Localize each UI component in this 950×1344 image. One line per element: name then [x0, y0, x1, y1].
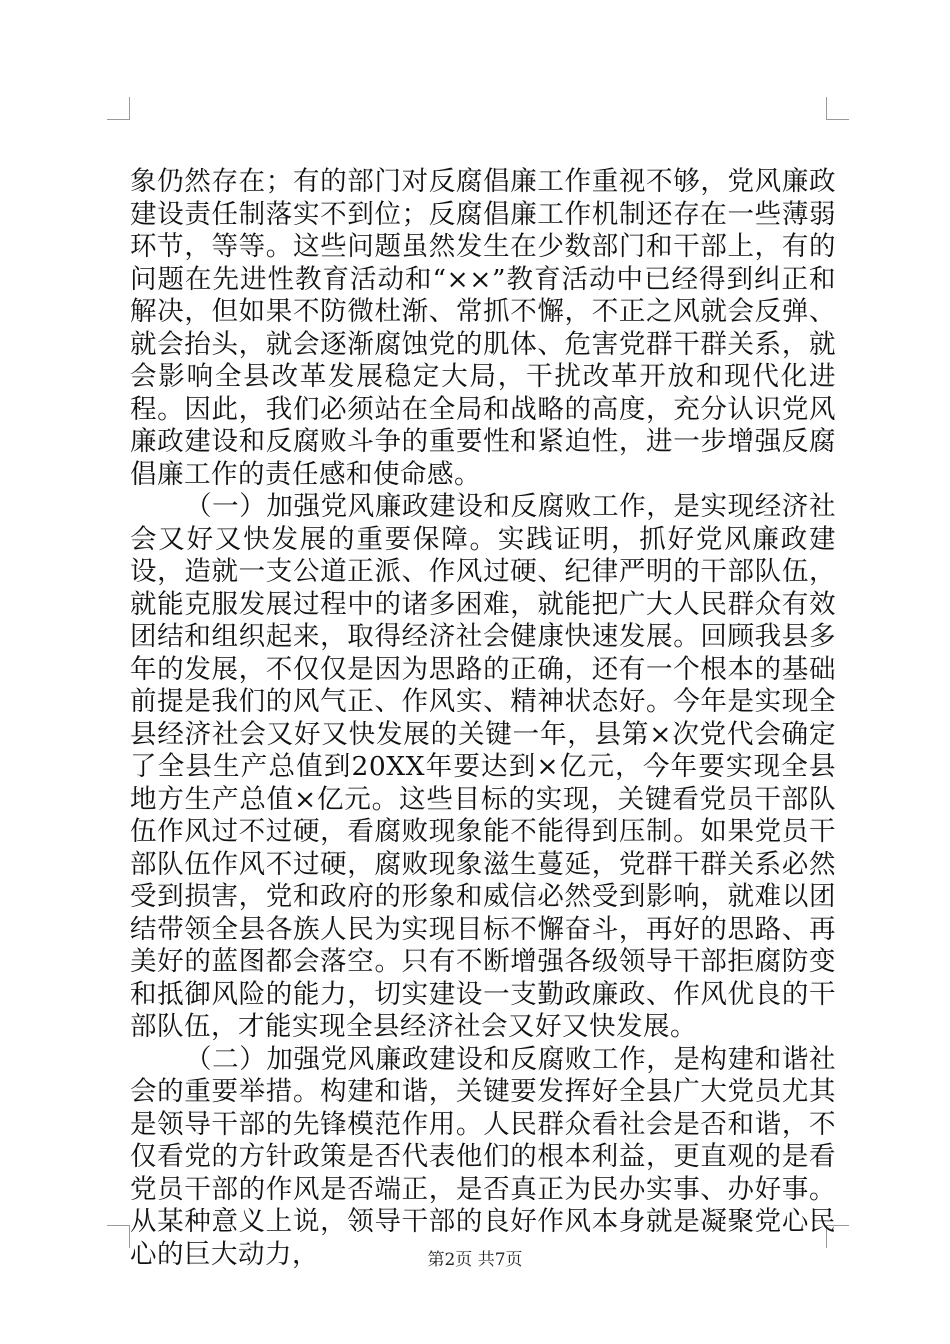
paragraph-section-1: （一）加强党风廉政建设和反腐败工作，是实现经济社会又好又快发展的重要保障。实践证明，抓好党风廉政建设，造就一支公道正派、作风过硬、纪律严明的干部队伍，就能克服发展过程中的诸多困难，就能把广大人民群众有效团结和组织起来，取得经济社会健康快速发展。回顾我县多年的发展，不仅仅是因为思路的正确，还有一个根本的基础前提是我们的风气正、作风实、精神状态好。今年是实现全县经济社会又好又快发展的关键一年，县第×次党代会确定了全县生产总值到20XX年要达到×亿元，今年要实现全县地方生产总值×亿元。这些目标的实现，关键看党员干部队伍作风过不过硬，看腐败现象能不能得到压制。如果党员干部队伍作风不过硬，腐败现象滋生蔓延，党群干群关系必然受到损害，党和政府的形象和威信必然受到影响，就难以团结带领全县各族人民为实现目标不懈奋斗，再好的思路、再美好的蓝图都会落空。只有不断增强各级领导干部拒腐防变和抵御风险的能力，切实建设一支勤政廉政、作风优良的干部队伍，才能实现全县经济社会又好又快发展。: [130, 491, 836, 1042]
crop-mark-top-left: [107, 97, 130, 120]
paragraph-section-2: （二）加强党风廉政建设和反腐败工作，是构建和谐社会的重要举措。构建和谐，关键要发挥好全县广大党员尤其是领导干部的先锋模范作用。人民群众看社会是否和谐，不仅看党的方针政策是否代表他们的根本利益，更直观的是看党员干部的作风是否端正，是否真正为民办实事、办好事。从某种意义上说，领导干部的良好作风本身就是凝聚党心民心的巨大动力，: [130, 1043, 836, 1270]
paragraph-continued: 象仍然存在；有的部门对反腐倡廉工作重视不够，党风廉政建设责任制落实不到位；反腐倡廉工作机制还存在一些薄弱环节，等等。这些问题虽然发生在少数部门和干部上，有的问题在先进性教育活动和“××”教育活动中已经得到纠正和解决，但如果不防微杜渐、常抓不懈，不正之风就会反弹、就会抬头，就会逐渐腐蚀党的肌体、危害党群干群关系，就会影响全县改革发展稳定大局，干扰改革开放和现代化进程。因此，我们必须站在全局和战略的高度，充分认识党风廉政建设和反腐败斗争的重要性和紧迫性，进一步增强反腐倡廉工作的责任感和使命感。: [130, 166, 836, 490]
page-number-footer: 第2页 共7页: [427, 1250, 523, 1270]
document-body: [130, 166, 836, 1271]
crop-mark-top-right: [826, 97, 849, 120]
